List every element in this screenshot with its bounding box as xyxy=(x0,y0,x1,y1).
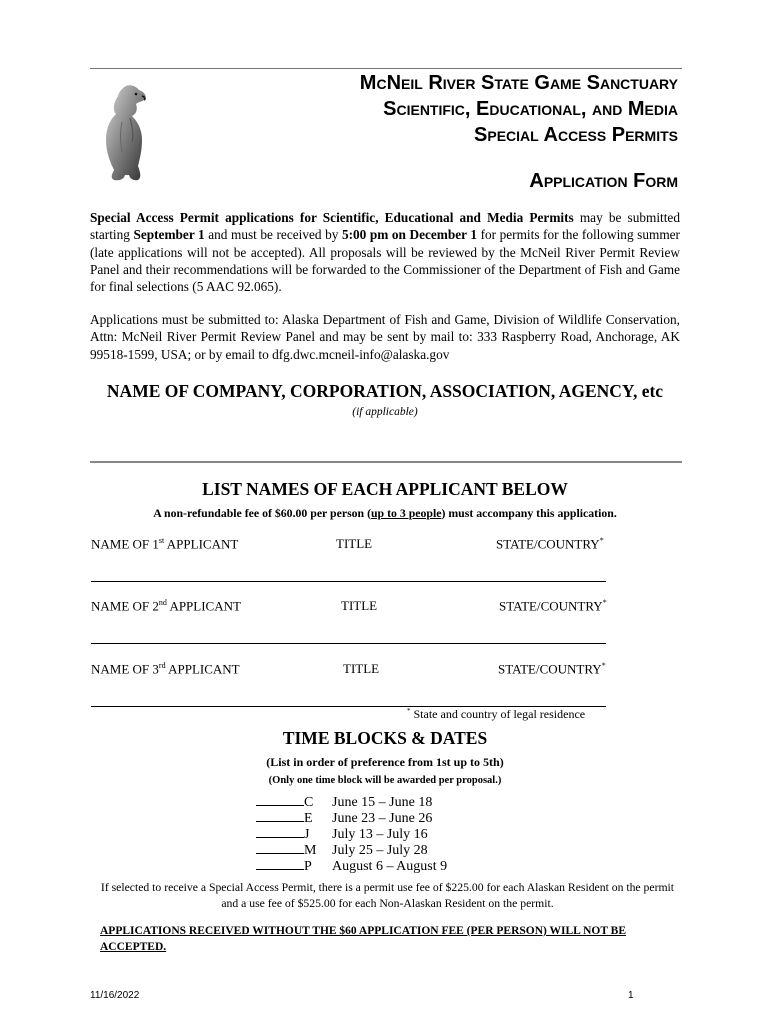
time-block-code: P xyxy=(304,859,312,874)
footnote-mark: * xyxy=(407,707,411,715)
applicant-1-title-label: TITLE xyxy=(336,536,373,551)
applicant-3-ordinal: rd xyxy=(158,661,166,670)
permit-use-fee-note: If selected to receive a Special Access Permit, there is a permit use fee of $225.00 for each Alaskan Resident on the permit and a use fee of $525.00 for each Non-Alaskan Resident on the permit. xyxy=(100,881,675,910)
applicant-2-title-label: TITLE xyxy=(341,598,378,613)
intro-text-3: for permits for the following summer (late applications will not be accepted). All proposals will be reviewed by the McNeil River Permit Review Panel and their recommendations will be forwarded to the Commissioner of the Department of Fish and Game for final selections (5 AAC 92.065). xyxy=(90,227,680,295)
time-block-dates: August 6 – August 9 xyxy=(332,859,448,874)
applicant-3-state-mark: * xyxy=(601,661,606,670)
applicant-1-state-label xyxy=(496,536,604,552)
applicant-2-state-label xyxy=(499,598,607,614)
time-block-dates: July 13 – July 16 xyxy=(332,827,428,842)
intro-paragraph xyxy=(90,209,680,295)
time-block-code: M xyxy=(304,843,317,858)
applicant-3-name-suffix: APPLICANT xyxy=(165,661,240,677)
applicant-3-label xyxy=(91,661,240,677)
title-line-2: Scientific, Educational, and Media xyxy=(383,98,678,120)
time-block-row[interactable] xyxy=(256,842,428,859)
time-block-code: E xyxy=(304,811,313,826)
applicant-2-label xyxy=(91,598,241,614)
applicants-fee-notice xyxy=(80,506,690,521)
time-block-rank-field[interactable] xyxy=(256,858,304,870)
company-name-line xyxy=(90,461,682,463)
residence-footnote xyxy=(407,707,585,722)
applicant-3-name-prefix: NAME OF 3 xyxy=(91,661,159,677)
title-line-1: McNeil River State Game Sanctuary xyxy=(359,72,678,94)
footer-date: 11/16/2022 xyxy=(90,990,140,1001)
applicant-1-state-mark: * xyxy=(599,536,604,545)
submission-paragraph: Applications must be submitted to: Alaska Department of Fish and Game, Division of Wildlife Conservation, Attn: McNeil River Permit Review Panel and may be sent by mail to: 333 Raspberry Road, Anchorage, AK 99518-1599, USA; or by email to dfg.dwc.mcneil-info@alaska.gov xyxy=(90,312,680,362)
time-block-code: C xyxy=(304,795,314,810)
intro-text-2: and must be received by xyxy=(204,227,342,243)
page-number: 1 xyxy=(628,990,634,1001)
top-rule xyxy=(90,68,682,69)
time-blocks-sub-1: (List in order of preference from 1st up to 5th) xyxy=(266,755,504,769)
time-block-dates: June 15 – June 18 xyxy=(332,795,433,810)
applicant-2-state-text: STATE/COUNTRY xyxy=(499,598,603,614)
applicant-2-name-prefix: NAME OF 2 xyxy=(91,598,159,614)
time-block-rank-field[interactable] xyxy=(256,810,304,822)
applicants-heading: LIST NAMES OF EACH APPLICANT BELOW xyxy=(202,479,568,499)
time-block-rank-field[interactable] xyxy=(256,826,304,838)
applicant-1-name-prefix: NAME OF 1 xyxy=(91,536,159,552)
form-subtitle: Application Form xyxy=(529,170,678,192)
time-block-code: J xyxy=(304,827,310,842)
intro-text-1: may be submitted starting xyxy=(90,210,680,243)
intro-bold-1: Special Access Permit applications for Scientific, Educational and Media Permits xyxy=(90,210,574,225)
applicant-3-state-text: STATE/COUNTRY xyxy=(498,661,602,677)
applicant-2-state-mark: * xyxy=(602,598,607,607)
time-blocks-heading: TIME BLOCKS & DATES xyxy=(282,728,488,748)
applicant-3-state-label xyxy=(498,661,606,677)
time-block-row[interactable] xyxy=(256,858,447,875)
time-block-rank-field[interactable] xyxy=(256,842,304,854)
applicant-1-state-text: STATE/COUNTRY xyxy=(496,536,600,552)
applicant-3-title-label: TITLE xyxy=(343,661,380,676)
applicant-2-ordinal: nd xyxy=(158,598,167,607)
time-block-row[interactable] xyxy=(256,794,432,811)
applicant-1-label xyxy=(91,536,238,552)
time-block-rank-field[interactable] xyxy=(256,794,304,806)
applicant-1-name-suffix: APPLICANT xyxy=(164,536,239,552)
applicant-2-name-suffix: APPLICANT xyxy=(166,598,241,614)
time-block-row[interactable] xyxy=(256,810,432,827)
fee-notice-underlined: up to 3 people xyxy=(371,506,442,520)
fee-warning: APPLICATIONS RECEIVED WITHOUT THE $60 APPLICATION FEE (PER PERSON) WILL NOT BE ACCEPTED. xyxy=(100,925,627,953)
applicant-2-entry-line[interactable] xyxy=(91,643,606,644)
time-block-dates: June 23 – June 26 xyxy=(332,811,433,826)
intro-bold-3: 5:00 pm on December 1 xyxy=(341,227,478,243)
time-blocks-sub-2: (Only one time block will be awarded per proposal.) xyxy=(268,775,502,786)
fee-notice-text-2: ) must accompany this application. xyxy=(441,506,617,520)
time-block-row[interactable] xyxy=(256,826,428,843)
applicant-1-entry-line[interactable] xyxy=(91,581,606,582)
intro-bold-2: September 1 xyxy=(133,227,205,243)
company-heading: NAME OF COMPANY, CORPORATION, ASSOCIATION, AGENCY, etc xyxy=(106,381,664,401)
applicant-1-ordinal: st xyxy=(158,536,165,545)
footnote-text: State and country of legal residence xyxy=(410,707,586,721)
time-block-dates: July 25 – July 28 xyxy=(332,843,428,858)
bear-icon xyxy=(92,82,158,182)
fee-notice-text-1: A non-refundable fee of $60.00 per person ( xyxy=(153,506,371,520)
title-line-3: Special Access Permits xyxy=(474,124,678,146)
company-note: (if applicable) xyxy=(352,406,418,418)
